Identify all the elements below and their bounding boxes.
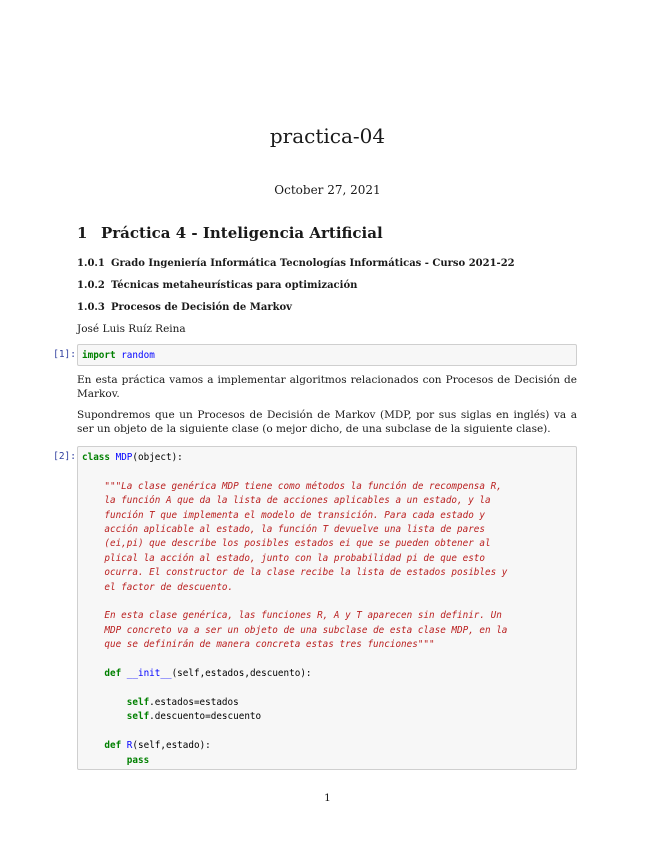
code-text: (object): — [132, 452, 183, 463]
section-title: Práctica 4 - Inteligencia Artificial — [101, 224, 383, 242]
subsection-heading-2 — [77, 280, 357, 291]
docstring-line: la función A que da la lista de acciones aplicables a un estado, y la — [104, 495, 491, 507]
cell-prompt: [2]: — [53, 451, 76, 462]
code-text: (self,estado): — [132, 740, 211, 752]
code-text: .descuento=descuento — [149, 711, 262, 723]
code-cell-2[interactable] — [77, 446, 577, 770]
code-keyword: import — [82, 350, 116, 361]
docstring-line: que se definirán de manera concreta estas tres funciones""" — [104, 639, 435, 651]
author-line: José Luis Ruíz Reina — [77, 323, 186, 335]
code-self: self — [126, 696, 150, 708]
code-function-name: R — [126, 740, 133, 752]
section-heading — [77, 224, 383, 242]
docstring-line: función T que implementa el modelo de transición. Para cada estado y — [104, 509, 486, 521]
docstring-line: En esta clase genérica, las funciones R, A y T aparecen sin definir. Un — [104, 610, 502, 622]
paragraph-2: Supondremos que un Procesos de Decisión de Markov (MDP, por sus siglas en inglés) va a ser un objeto de la siguiente clase (o mejor dicho, de una subclase de la siguiente clase). — [77, 409, 577, 435]
code-text: .estados=estados — [149, 696, 239, 708]
cell-prompt: [1]: — [53, 349, 76, 360]
code-class-name: MDP — [115, 452, 133, 463]
docstring-line: plical la acción al estado, junto con la probabilidad pi de que esto — [104, 552, 486, 564]
subsection-heading-3 — [77, 302, 292, 313]
page-number: 1 — [324, 792, 331, 804]
code-self: self — [126, 711, 150, 723]
code-keyword: def — [104, 740, 122, 752]
docstring-line: MDP concreto va a ser un objeto de una subclase de esta clase MDP, en la — [104, 624, 508, 636]
docstring-line: (ei,pi) que describe los posibles estados ei que se pueden obtener al — [104, 538, 491, 550]
subsection-title: Grado Ingeniería Informática Tecnologías Informáticas - Curso 2021-22 — [111, 258, 515, 269]
code-keyword: pass — [126, 754, 150, 766]
document-date: October 27, 2021 — [274, 183, 381, 197]
subsection-title: Procesos de Decisión de Markov — [111, 302, 292, 313]
paragraph-1: En esta práctica vamos a implementar algoritmos relacionados con Procesos de Decisión de Markov. — [77, 374, 577, 400]
docstring-line: ocurra. El constructor de la clase recibe la lista de estados posibles y — [104, 567, 508, 579]
subsection-title: Técnicas metaheurísticas para optimización — [111, 280, 358, 291]
code-keyword: def — [104, 668, 122, 680]
code-text: (self,estados,descuento): — [171, 668, 312, 680]
section-number: 1 — [77, 224, 88, 242]
docstring-line: el factor de descuento. — [104, 581, 234, 593]
code-cell-1[interactable] — [77, 344, 577, 366]
document-title: practica-04 — [269, 124, 386, 148]
subsection-number: 1.0.3 — [77, 302, 105, 313]
docstring-line: acción aplicable al estado, la función T devuelve una lista de pares — [104, 524, 486, 536]
code-module: random — [121, 350, 155, 361]
code-keyword: class — [82, 452, 110, 463]
subsection-heading-1 — [77, 258, 515, 269]
docstring-line: """La clase genérica MDP tiene como métodos la función de recompensa R, — [104, 480, 502, 492]
code-function-name: __init__ — [126, 668, 172, 680]
subsection-number: 1.0.1 — [77, 258, 105, 269]
subsection-number: 1.0.2 — [77, 280, 105, 291]
